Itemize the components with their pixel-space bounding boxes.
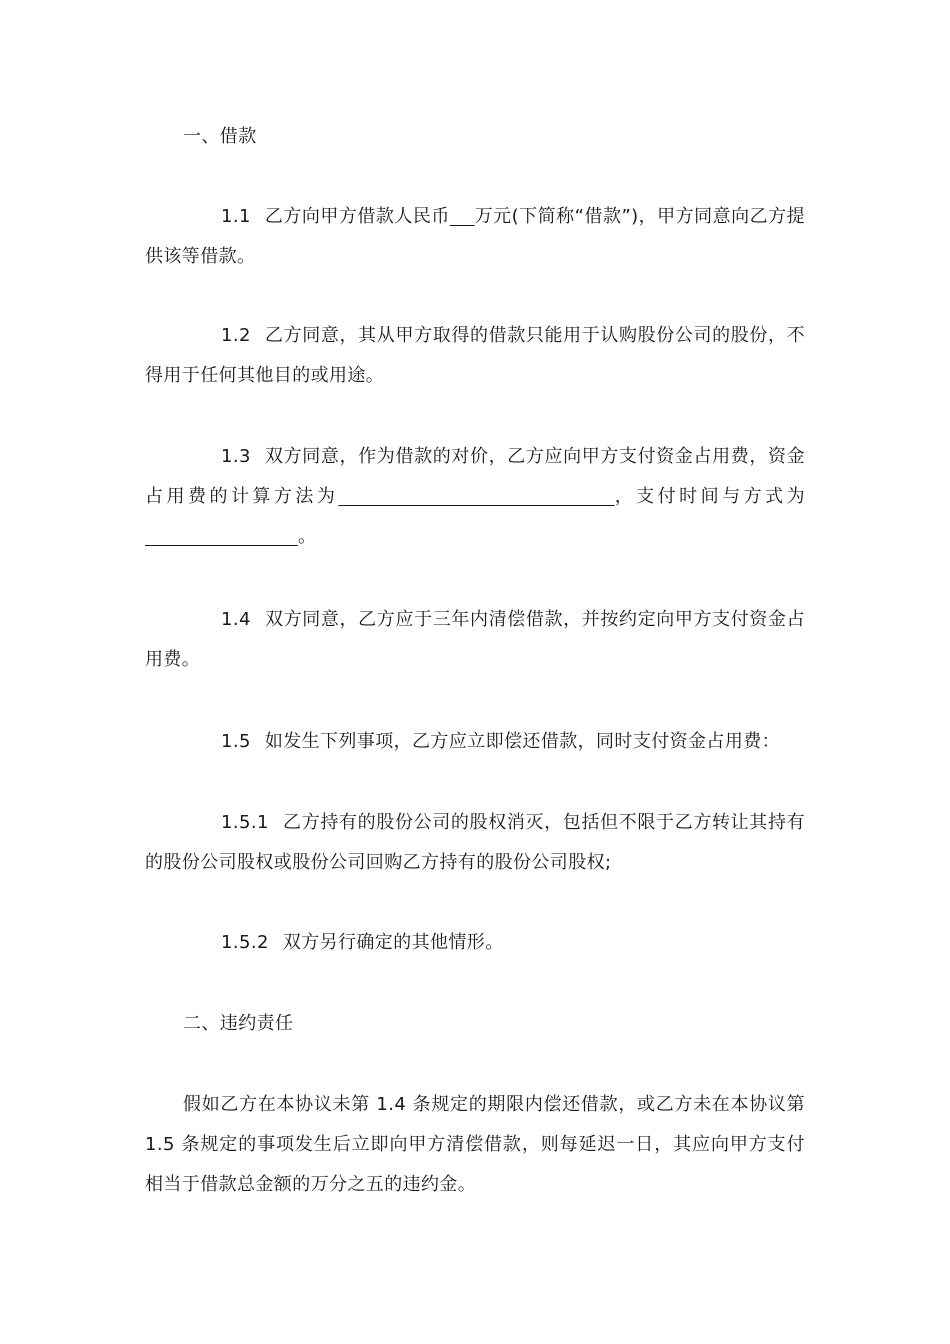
fill-in-blank-amount[interactable] <box>450 206 475 227</box>
section-heading-text: 一、借款 <box>183 126 257 147</box>
clause-1-5-1 <box>145 803 805 883</box>
clause-number: 1.4 <box>221 609 251 630</box>
clause-number: 1.5 <box>221 731 251 752</box>
paragraph-text: 假如乙方在本协议未第 1.4 条规定的期限内偿还借款，或乙方未在本协议第 1.5 条规定的事项发生后立即向甲方清偿借款，则每延迟一日，其应向甲方支付相当于借款总金额的万分之五的违约金。 <box>145 1094 805 1195</box>
clause-number: 1.3 <box>221 446 251 467</box>
clause-number: 1.1 <box>221 206 251 227</box>
clause-number: 1.5.1 <box>221 812 269 833</box>
clause-1-3 <box>145 437 805 557</box>
clause-text: 双方同意，作为借款的对价，乙方应向甲方支付资金占用费，资金占用费的计算方法为 <box>145 446 805 507</box>
breach-paragraph <box>145 1085 805 1205</box>
section-heading-text: 二、违约责任 <box>183 1013 294 1034</box>
clause-1-1 <box>145 197 805 277</box>
clause-text: 乙方持有的股份公司的股权消灭，包括但不限于乙方转让其持有的股份公司股权或股份公司回购乙方持有的股份公司股权; <box>145 812 805 873</box>
clause-text: 万元(下简称“借款”)，甲方同意向乙方提供该等借款。 <box>145 206 806 267</box>
clause-1-4 <box>145 600 805 680</box>
clause-text: 如发生下列事项，乙方应立即偿还借款，同时支付资金占用费： <box>264 731 781 752</box>
clause-text: 双方同意，乙方应于三年内清偿借款，并按约定向甲方支付资金占用费。 <box>145 609 805 670</box>
clause-number: 1.5.2 <box>221 932 269 953</box>
section-heading-breach <box>145 1004 805 1044</box>
section-heading-loan <box>145 117 805 157</box>
clause-1-2 <box>145 316 805 396</box>
fill-in-blank-calculation-method[interactable] <box>338 486 614 507</box>
clause-text: 乙方同意，其从甲方取得的借款只能用于认购股份公司的股份，不得用于任何其他目的或用途。 <box>145 325 805 386</box>
clause-text: 乙方向甲方借款人民币 <box>264 206 450 227</box>
clause-text: 。 <box>298 526 317 547</box>
clause-text: 双方另行确定的其他情形。 <box>282 932 504 953</box>
fill-in-blank-payment-terms[interactable] <box>145 526 298 547</box>
clause-1-5 <box>145 722 805 762</box>
clause-1-5-2 <box>145 923 805 963</box>
clause-text: ，支付时间与方式为 <box>614 486 805 507</box>
clause-number: 1.2 <box>221 325 251 346</box>
